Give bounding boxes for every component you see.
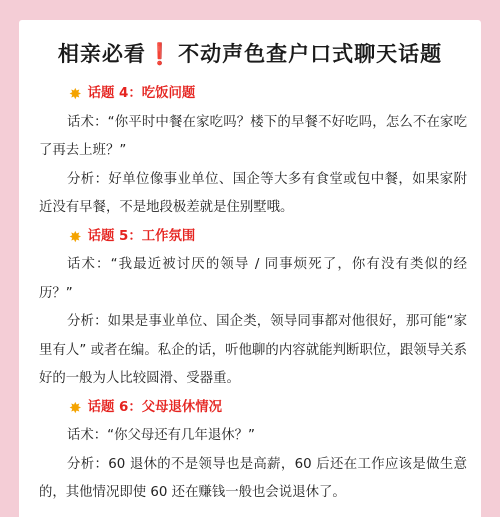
topic-heading <box>69 80 467 109</box>
title-right: 不动声色查户口式聊天话题 <box>178 42 443 66</box>
article-card <box>19 20 481 517</box>
topic-title: 话题 6：父母退休情况 <box>87 399 223 415</box>
analysis-paragraph: 分析：60 退休的不是领导也是高薪，60 后还在工作应该是做生意的，其他情况即使 60 还在赚钱一般也会说退休了。 <box>39 456 467 500</box>
analysis-paragraph: 分析：好单位像事业单位、国企等大多有食堂或包中餐，如果家附近没有早餐，不是地段极差就是住别墅哦。 <box>39 171 467 215</box>
exclamation-icon: ❗ <box>146 42 175 66</box>
page-title <box>19 38 481 68</box>
topic-title: 话题 4：吃饭问题 <box>87 86 196 101</box>
analysis-paragraph: 分析：如果是事业单位、国企类，领导同事都对他很好，那可能“家里有人” 或者在编。私企的话，听他聊的内容就能判断职位，跟领导关系好的一般为人比较圆滑、受器重。 <box>39 314 467 386</box>
script-paragraph: 话术：“你父母还有几年退休？” <box>67 428 255 443</box>
sparkle-star-icon: ✸ <box>69 227 82 246</box>
script-paragraph: 话术：“我最近被讨厌的领导 / 同事烦死了，你有没有类似的经历？” <box>39 257 467 301</box>
script-paragraph: 话术：“你平时中餐在家吃吗？楼下的早餐不好吃吗，怎么不在家吃了再去上班？” <box>39 114 467 158</box>
sparkle-star-icon: ✸ <box>69 85 82 103</box>
sparkle-star-icon: ✸ <box>69 398 82 417</box>
title-left: 相亲必看 <box>57 42 146 66</box>
topic-heading <box>69 223 467 252</box>
article-body <box>39 80 467 508</box>
topic-title: 话题 5：工作氛围 <box>87 228 196 244</box>
topic-heading <box>69 394 467 423</box>
